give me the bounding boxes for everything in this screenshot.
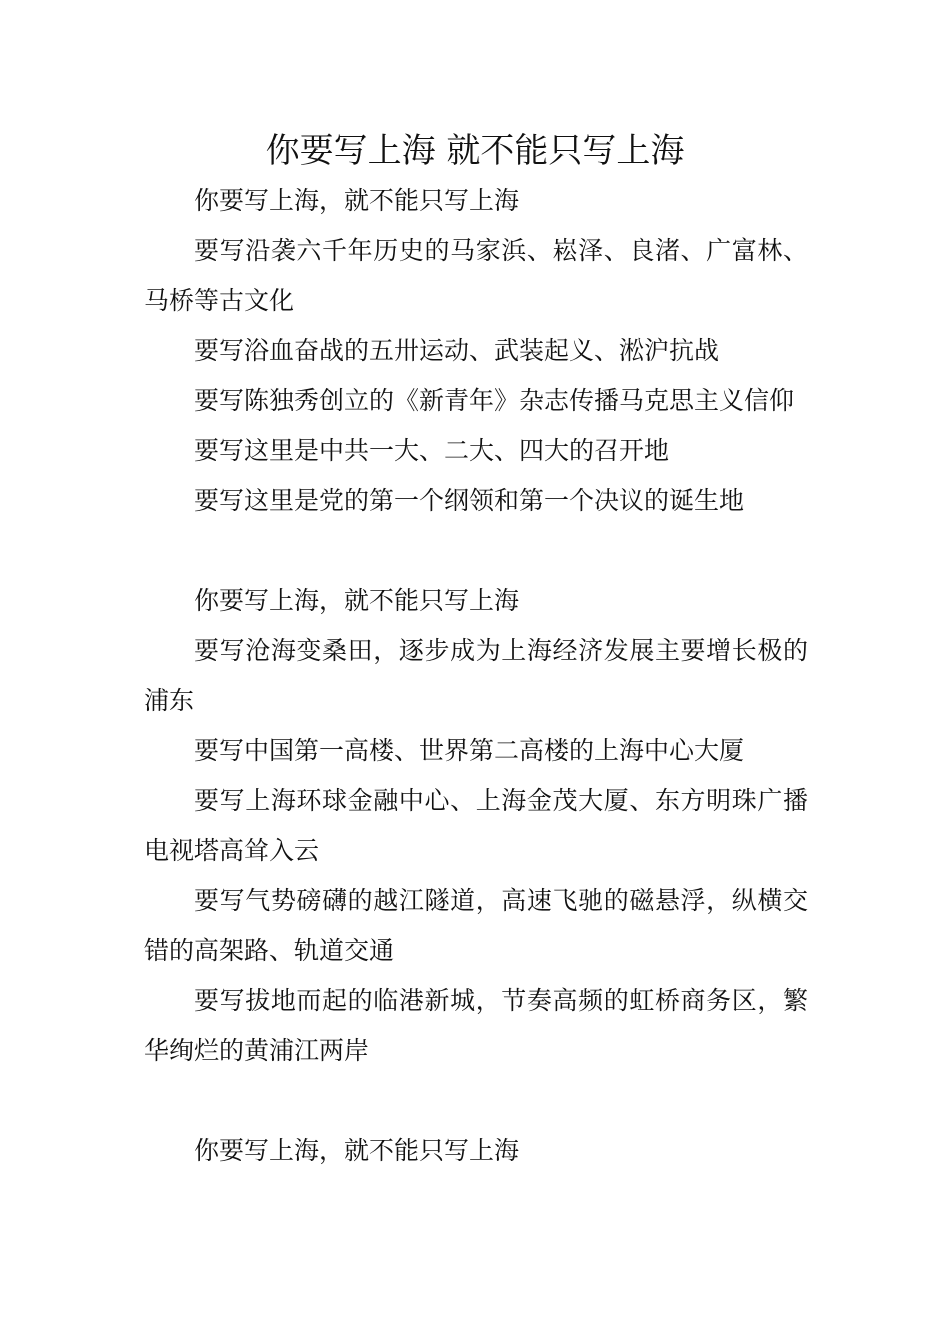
section-1 bbox=[144, 176, 808, 526]
document-body bbox=[144, 176, 808, 1176]
section-2 bbox=[144, 576, 808, 1076]
paragraph: 要写气势磅礴的越江隧道，高速飞驰的磁悬浮，纵横交错的高架路、轨道交通 bbox=[144, 886, 808, 965]
paragraph: 要写拔地而起的临港新城，节奏高频的虹桥商务区，繁华绚烂的黄浦江两岸 bbox=[144, 986, 808, 1065]
paragraph: 你要写上海，就不能只写上海 bbox=[194, 1136, 520, 1165]
paragraph: 要写沧海变桑田，逐步成为上海经济发展主要增长极的浦东 bbox=[144, 636, 808, 715]
document-title: 你要写上海 就不能只写上海 bbox=[265, 131, 685, 171]
section-gap bbox=[144, 526, 808, 576]
paragraph: 要写沿袭六千年历史的马家浜、崧泽、良渚、广富林、马桥等古文化 bbox=[144, 236, 808, 315]
section-gap bbox=[144, 1076, 808, 1126]
paragraph: 要写陈独秀创立的《新青年》杂志传播马克思主义信仰 bbox=[194, 386, 795, 415]
paragraph: 要写这里是党的第一个纲领和第一个决议的诞生地 bbox=[194, 486, 745, 515]
section-3 bbox=[144, 1126, 808, 1176]
paragraph: 你要写上海，就不能只写上海 bbox=[194, 186, 520, 215]
paragraph: 你要写上海，就不能只写上海 bbox=[194, 586, 520, 615]
paragraph: 要写上海环球金融中心、上海金茂大厦、东方明珠广播电视塔高耸入云 bbox=[144, 786, 808, 865]
paragraph: 要写这里是中共一大、二大、四大的召开地 bbox=[194, 436, 670, 465]
paragraph: 要写浴血奋战的五卅运动、武装起义、淞沪抗战 bbox=[194, 336, 720, 365]
paragraph: 要写中国第一高楼、世界第二高楼的上海中心大厦 bbox=[194, 736, 745, 765]
